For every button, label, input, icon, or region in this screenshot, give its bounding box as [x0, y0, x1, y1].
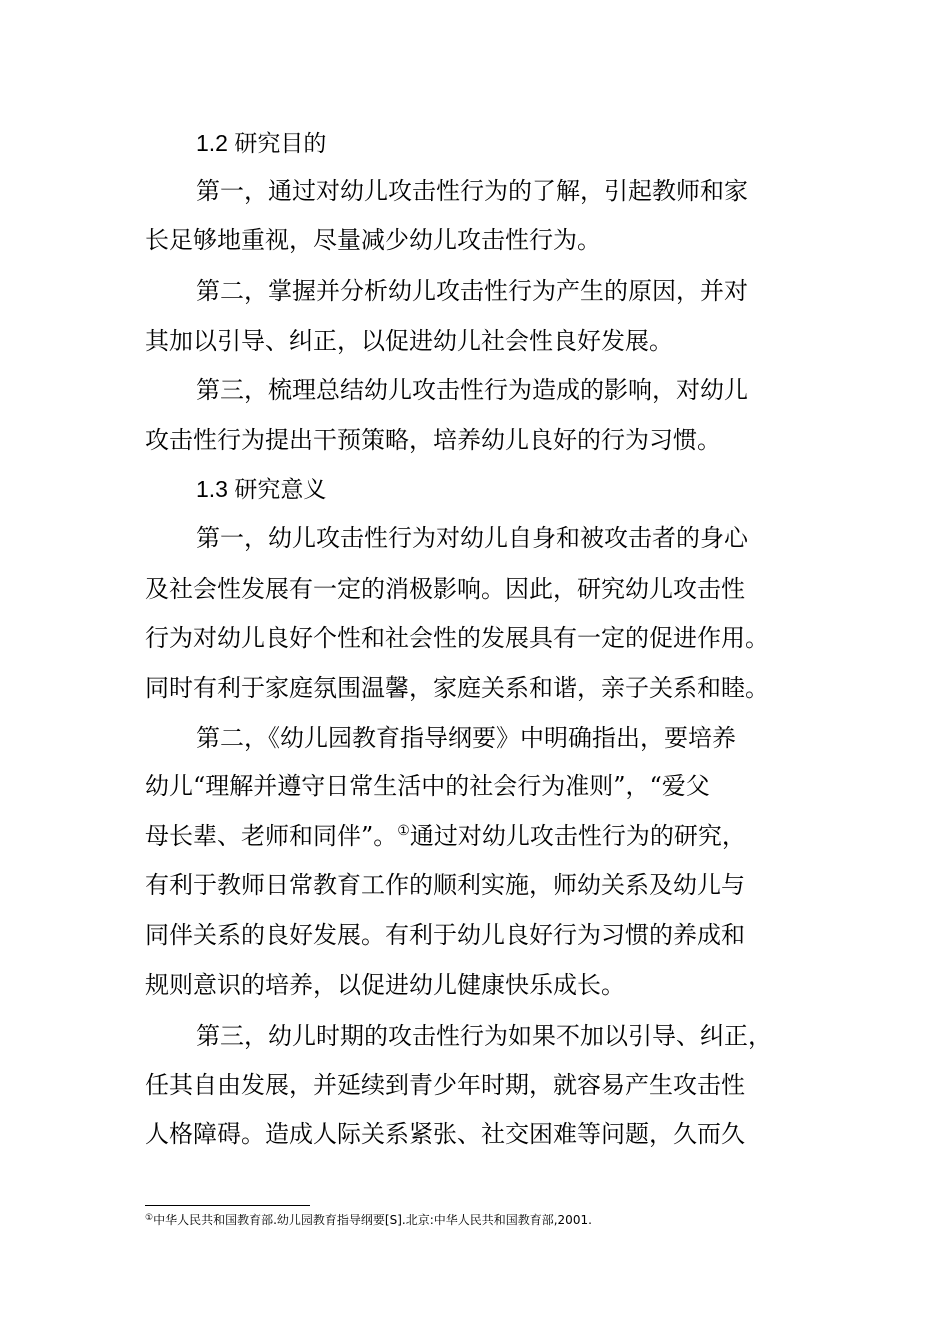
section-number: 1.3 — [196, 476, 228, 502]
paragraph-line: 同时有利于家庭氛围温馨，家庭关系和谐，亲子关系和睦。 — [145, 674, 769, 702]
paragraph-line: 第一，通过对幼儿攻击性行为的了解，引起教师和家 — [196, 177, 748, 205]
paragraph-line — [0, 821, 950, 851]
footnote-text: 中华人民共和国教育部.幼儿园教育指导纲要[S].北京:中华人民共和国教育部,2001. — [153, 1213, 592, 1227]
footnote — [145, 1212, 592, 1228]
paragraph-line: 规则意识的培养，以促进幼儿健康快乐成长。 — [145, 971, 625, 999]
paragraph-line: 第二，掌握并分析幼儿攻击性行为产生的原因，并对 — [196, 277, 748, 305]
paragraph-line: 长足够地重视，尽量减少幼儿攻击性行为。 — [145, 226, 601, 254]
paragraph-line: 攻击性行为提出干预策略，培养幼儿良好的行为习惯。 — [145, 426, 721, 454]
footnote-mark: ① — [145, 1213, 154, 1223]
section-heading-1-3 — [0, 474, 950, 504]
footnote-separator — [145, 1205, 310, 1206]
paragraph-line: 及社会性发展有一定的消极影响。因此，研究幼儿攻击性 — [145, 575, 745, 603]
paragraph-line: 其加以引导、纠正，以促进幼儿社会性良好发展。 — [145, 327, 673, 355]
paragraph-line: 同伴关系的良好发展。有利于幼儿良好行为习惯的养成和 — [145, 921, 745, 949]
section-title: 研究意义 — [234, 476, 327, 502]
paragraph-line: 第三，幼儿时期的攻击性行为如果不加以引导、纠正， — [196, 1022, 772, 1050]
paragraph-line: 任其自由发展，并延续到青少年时期，就容易产生攻击性 — [145, 1071, 745, 1099]
section-title: 研究目的 — [234, 130, 327, 156]
paragraph-line: 第一，幼儿攻击性行为对幼儿自身和被攻击者的身心 — [196, 524, 748, 552]
paragraph-line: 第三，梳理总结幼儿攻击性行为造成的影响，对幼儿 — [196, 376, 748, 404]
paragraph-segment: 通过对幼儿攻击性行为的研究， — [409, 822, 746, 850]
paragraph-segment: 母长辈、老师和同伴”。 — [145, 822, 398, 850]
paragraph-line: 第二，《幼儿园教育指导纲要》中明确指出，要培养 — [196, 724, 736, 752]
footnote-reference[interactable]: ① — [397, 823, 410, 839]
section-heading-1-2 — [0, 128, 950, 158]
paragraph-line: 人格障碍。造成人际关系紧张、社交困难等问题，久而久 — [145, 1120, 745, 1148]
paragraph-line: 行为对幼儿良好个性和社会性的发展具有一定的促进作用。 — [145, 624, 769, 652]
section-number: 1.2 — [196, 130, 228, 156]
paragraph-line: 有利于教师日常教育工作的顺利实施，师幼关系及幼儿与 — [145, 871, 745, 899]
paragraph-line: 幼儿“理解并遵守日常生活中的社会行为准则”，“爱父 — [145, 772, 710, 800]
